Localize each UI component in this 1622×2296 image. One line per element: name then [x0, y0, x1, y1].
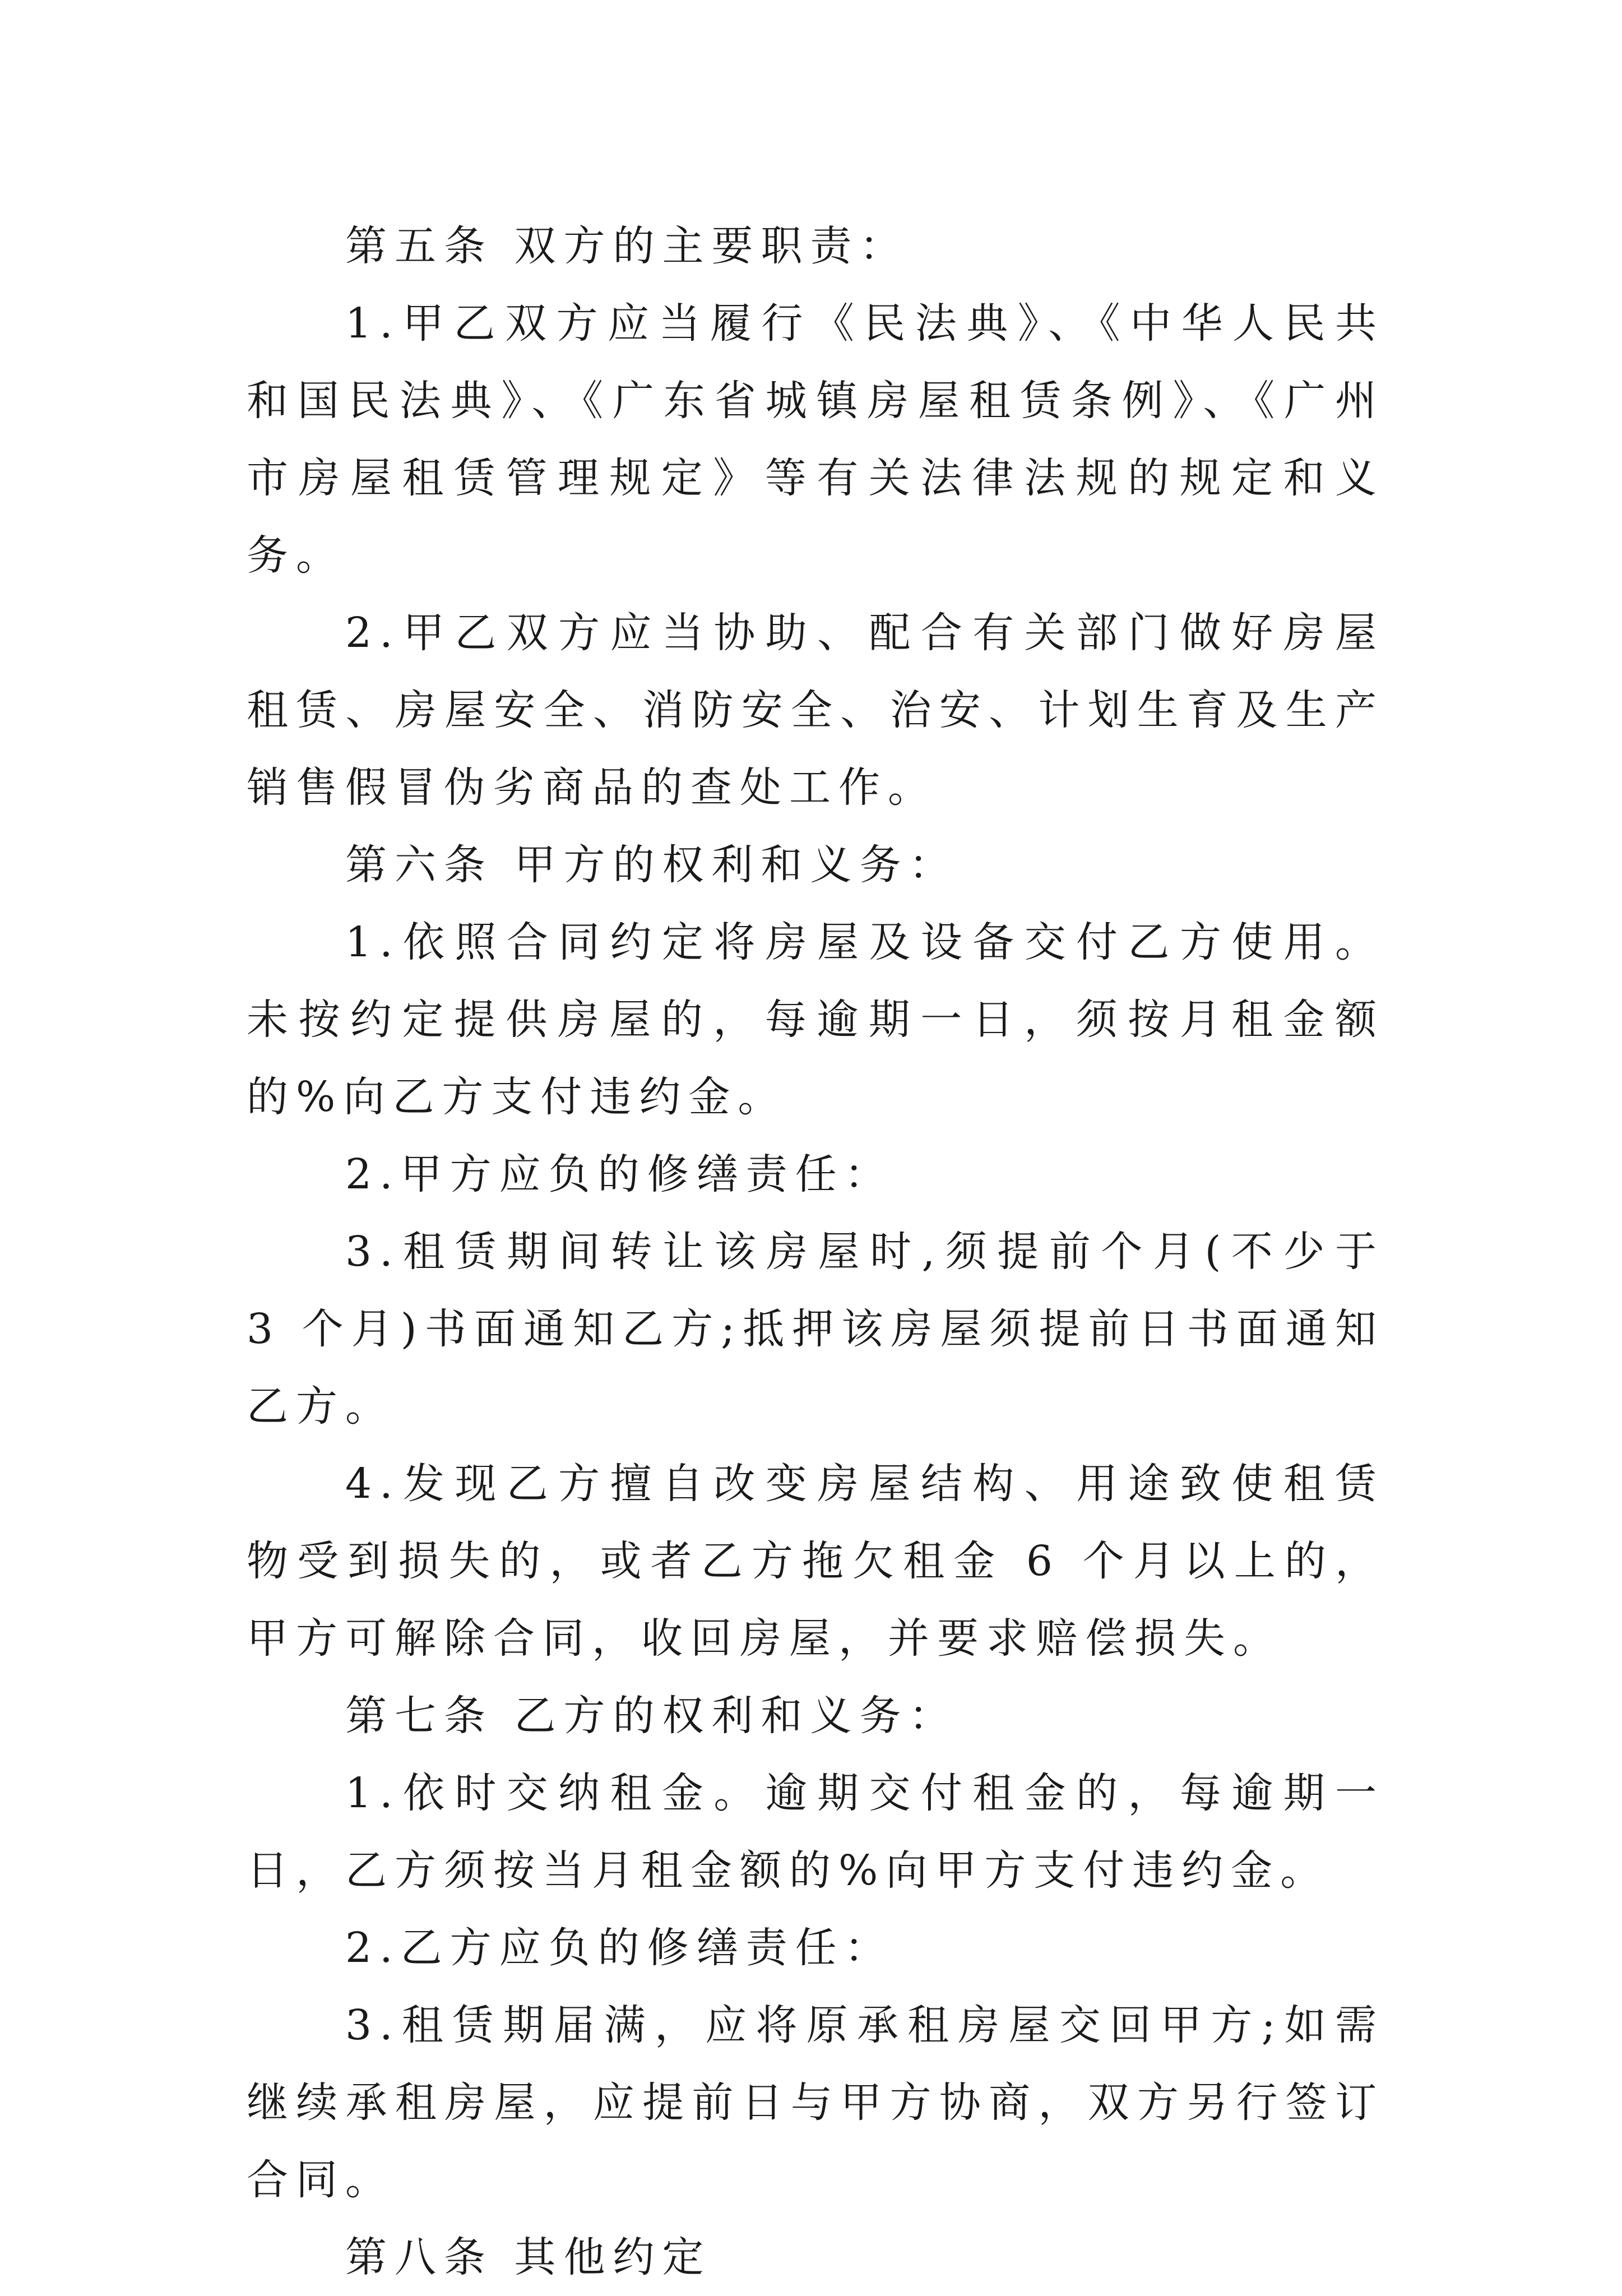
article-6-clause-3: 3.租赁期间转让该房屋时,须提前个月(不少于 3 个月)书面通知乙方;抵押该房屋须提前日书面通知乙方。 — [247, 1228, 1384, 1431]
article-7-clause-1: 1.依时交纳租金。逾期交付租金的，每逾期一日，乙方须按当月租金额的%向甲方支付违约金。 — [247, 1769, 1384, 1895]
article-8-heading: 第八条 其他约定 — [345, 2233, 712, 2281]
article-5-clause-2: 2.甲乙双方应当协助、配合有关部门做好房屋租赁、房屋安全、消防安全、治安、计划生育及生产销售假冒伪劣商品的查处工作。 — [247, 609, 1384, 812]
article-7-heading: 第七条 乙方的权利和义务： — [345, 1692, 958, 1740]
article-5-heading: 第五条 双方的主要职责： — [345, 222, 909, 270]
article-6-clause-2: 2.甲方应负的修缮责任： — [345, 1150, 894, 1198]
article-6-clause-1: 1.依照合同约定将房屋及设备交付乙方使用。未按约定提供房屋的，每逾期一日，须按月租金额的%向乙方支付违约金。 — [247, 918, 1384, 1121]
article-5-clause-1: 1.甲乙双方应当履行《民法典》、《中华人民共和国民法典》、《广东省城镇房屋租赁条例》、《广州市房屋租赁管理规定》等有关法律法规的规定和义务。 — [247, 299, 1384, 580]
article-6-clause-4: 4.发现乙方擅自改变房屋结构、用途致使租赁物受到损失的，或者乙方拖欠租金 6 个月以上的，甲方可解除合同，收回房屋，并要求赔偿损失。 — [247, 1460, 1384, 1663]
article-7-clause-2: 2.乙方应负的修缮责任： — [345, 1924, 894, 1972]
document-body — [247, 207, 1384, 2296]
article-6-heading: 第六条 甲方的权利和义务： — [345, 841, 958, 889]
article-7-clause-3: 3.租赁期届满，应将原承租房屋交回甲方;如需继续承租房屋，应提前日与甲方协商，双方另行签订合同。 — [247, 2001, 1384, 2204]
